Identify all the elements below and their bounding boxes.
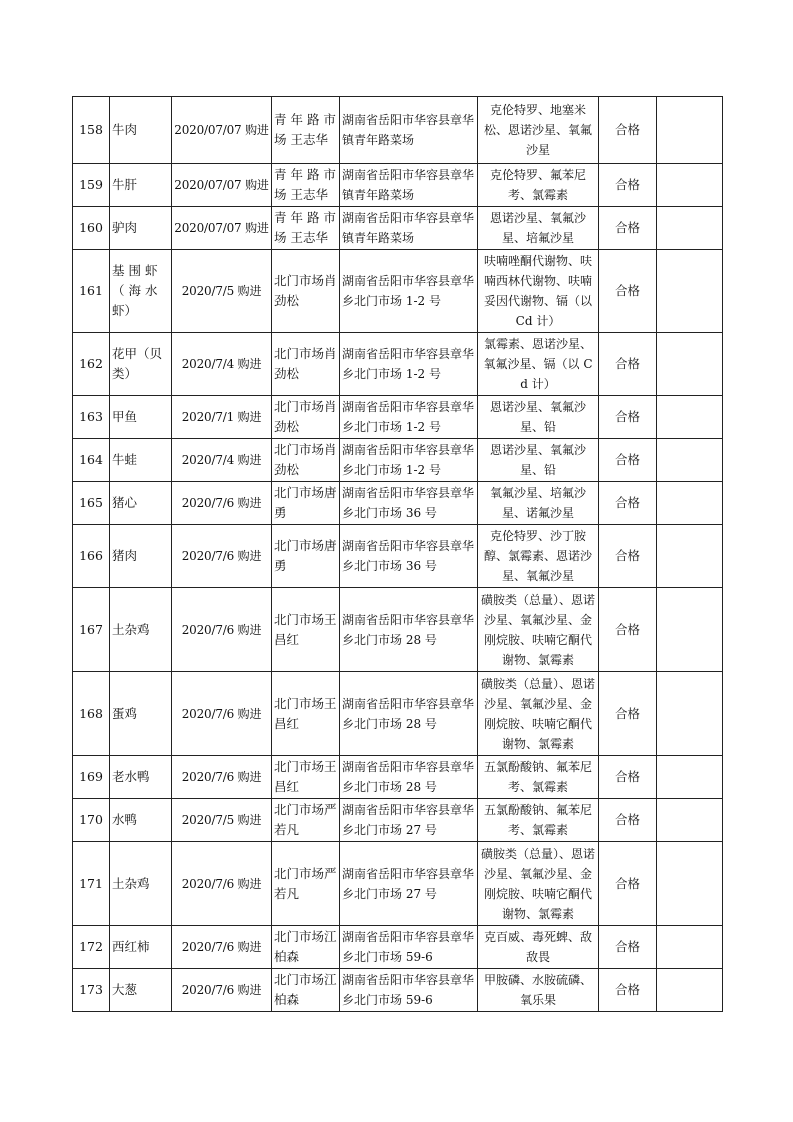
sample-name: 土杂鸡: [110, 842, 172, 926]
sample-name: 牛蛙: [110, 439, 172, 482]
test-items: 恩诺沙星、氧氟沙星、培氟沙星: [478, 207, 599, 250]
purchase-date: 2020/7/4 购进: [172, 333, 272, 396]
seller-address: 湖南省岳阳市华容县章华镇青年路菜场: [340, 207, 478, 250]
purchase-date: 2020/7/6 购进: [172, 672, 272, 756]
purchase-date: 2020/7/4 购进: [172, 439, 272, 482]
remark-cell: [657, 799, 723, 842]
sample-name: 老水鸭: [110, 756, 172, 799]
table-row: [73, 250, 723, 333]
test-items: 甲胺磷、水胺硫磷、氧乐果: [478, 969, 599, 1012]
seller-address: 湖南省岳阳市华容县章华乡北门市场 1-2 号: [340, 250, 478, 333]
table-row: [73, 926, 723, 969]
remark-cell: [657, 842, 723, 926]
seller-address: 湖南省岳阳市华容县章华乡北门市场 36 号: [340, 525, 478, 588]
purchase-date: 2020/7/6 购进: [172, 756, 272, 799]
table-row: [73, 588, 723, 672]
row-number: 166: [73, 525, 110, 588]
seller-name: 北门市场唐勇: [272, 482, 340, 525]
purchase-date: 2020/7/6 购进: [172, 482, 272, 525]
test-items: 克伦特罗、沙丁胺醇、氯霉素、恩诺沙星、氧氟沙星: [478, 525, 599, 588]
seller-name: 青 年 路 市场 王志华: [272, 164, 340, 207]
result-badge: 合格: [599, 482, 657, 525]
purchase-date: 2020/7/6 购进: [172, 842, 272, 926]
table-row: [73, 969, 723, 1012]
seller-address: 湖南省岳阳市华容县章华乡北门市场 28 号: [340, 756, 478, 799]
table-row: [73, 439, 723, 482]
remark-cell: [657, 482, 723, 525]
seller-name: 北门市场唐勇: [272, 525, 340, 588]
result-badge: 合格: [599, 926, 657, 969]
row-number: 158: [73, 97, 110, 164]
table-row: [73, 396, 723, 439]
test-items: 恩诺沙星、氧氟沙星、铅: [478, 396, 599, 439]
seller-name: 北门市场江柏森: [272, 969, 340, 1012]
purchase-date: 2020/07/07 购进: [172, 207, 272, 250]
purchase-date: 2020/7/6 购进: [172, 588, 272, 672]
purchase-date: 2020/7/6 购进: [172, 525, 272, 588]
row-number: 165: [73, 482, 110, 525]
row-number: 169: [73, 756, 110, 799]
seller-address: 湖南省岳阳市华容县章华镇青年路菜场: [340, 164, 478, 207]
seller-address: 湖南省岳阳市华容县章华乡北门市场 27 号: [340, 842, 478, 926]
row-number: 163: [73, 396, 110, 439]
row-number: 173: [73, 969, 110, 1012]
purchase-date: 2020/7/6 购进: [172, 926, 272, 969]
test-items: 克百威、毒死蜱、敌敌畏: [478, 926, 599, 969]
remark-cell: [657, 333, 723, 396]
sample-name: 土杂鸡: [110, 588, 172, 672]
test-items: 恩诺沙星、氧氟沙星、铅: [478, 439, 599, 482]
remark-cell: [657, 396, 723, 439]
sample-name: 水鸭: [110, 799, 172, 842]
seller-name: 北门市场肖劲松: [272, 396, 340, 439]
remark-cell: [657, 97, 723, 164]
result-badge: 合格: [599, 97, 657, 164]
result-badge: 合格: [599, 333, 657, 396]
seller-address: 湖南省岳阳市华容县章华乡北门市场 27 号: [340, 799, 478, 842]
remark-cell: [657, 525, 723, 588]
result-badge: 合格: [599, 207, 657, 250]
seller-name: 青 年 路 市场 王志华: [272, 97, 340, 164]
test-items: 氧氟沙星、培氟沙星、诺氟沙星: [478, 482, 599, 525]
result-badge: 合格: [599, 842, 657, 926]
row-number: 170: [73, 799, 110, 842]
row-number: 161: [73, 250, 110, 333]
purchase-date: 2020/7/5 购进: [172, 250, 272, 333]
purchase-date: 2020/07/07 购进: [172, 164, 272, 207]
row-number: 171: [73, 842, 110, 926]
sample-name: 西红柿: [110, 926, 172, 969]
seller-address: 湖南省岳阳市华容县章华乡北门市场 59-6: [340, 969, 478, 1012]
test-items: 五氯酚酸钠、氟苯尼考、氯霉素: [478, 756, 599, 799]
sample-name: 基 围 虾（ 海 水虾）: [110, 250, 172, 333]
table-row: [73, 164, 723, 207]
remark-cell: [657, 250, 723, 333]
table-row: [73, 672, 723, 756]
row-number: 159: [73, 164, 110, 207]
table-row: [73, 333, 723, 396]
test-items: 五氯酚酸钠、氟苯尼考、氯霉素: [478, 799, 599, 842]
remark-cell: [657, 207, 723, 250]
remark-cell: [657, 756, 723, 799]
sample-name: 甲鱼: [110, 396, 172, 439]
sample-name: 猪心: [110, 482, 172, 525]
test-items: 克伦特罗、氟苯尼考、氯霉素: [478, 164, 599, 207]
result-badge: 合格: [599, 439, 657, 482]
seller-address: 湖南省岳阳市华容县章华乡北门市场 28 号: [340, 588, 478, 672]
seller-address: 湖南省岳阳市华容县章华镇青年路菜场: [340, 97, 478, 164]
sample-name: 蛋鸡: [110, 672, 172, 756]
seller-address: 湖南省岳阳市华容县章华乡北门市场 36 号: [340, 482, 478, 525]
test-items: 磺胺类（总量）、恩诺沙星、氧氟沙星、金刚烷胺、呋喃它酮代谢物、氯霉素: [478, 588, 599, 672]
table-row: [73, 799, 723, 842]
inspection-results-table: [72, 96, 723, 1012]
table-body: [73, 97, 723, 1012]
remark-cell: [657, 588, 723, 672]
table-row: [73, 482, 723, 525]
result-badge: 合格: [599, 250, 657, 333]
remark-cell: [657, 439, 723, 482]
row-number: 164: [73, 439, 110, 482]
table-row: [73, 756, 723, 799]
result-badge: 合格: [599, 164, 657, 207]
test-items: 磺胺类（总量）、恩诺沙星、氧氟沙星、金刚烷胺、呋喃它酮代谢物、氯霉素: [478, 842, 599, 926]
seller-name: 青 年 路 市场 王志华: [272, 207, 340, 250]
result-badge: 合格: [599, 756, 657, 799]
result-badge: 合格: [599, 799, 657, 842]
sample-name: 大葱: [110, 969, 172, 1012]
result-badge: 合格: [599, 672, 657, 756]
test-items: 氯霉素、恩诺沙星、氧氟沙星、镉（以 Cd 计）: [478, 333, 599, 396]
seller-name: 北门市场王昌红: [272, 756, 340, 799]
seller-name: 北门市场江柏森: [272, 926, 340, 969]
seller-name: 北门市场严若凡: [272, 842, 340, 926]
remark-cell: [657, 164, 723, 207]
seller-name: 北门市场肖劲松: [272, 250, 340, 333]
seller-name: 北门市场王昌红: [272, 588, 340, 672]
purchase-date: 2020/7/5 购进: [172, 799, 272, 842]
seller-address: 湖南省岳阳市华容县章华乡北门市场 1-2 号: [340, 396, 478, 439]
table-row: [73, 525, 723, 588]
seller-address: 湖南省岳阳市华容县章华乡北门市场 1-2 号: [340, 333, 478, 396]
row-number: 168: [73, 672, 110, 756]
seller-address: 湖南省岳阳市华容县章华乡北门市场 28 号: [340, 672, 478, 756]
seller-name: 北门市场肖劲松: [272, 439, 340, 482]
seller-address: 湖南省岳阳市华容县章华乡北门市场 1-2 号: [340, 439, 478, 482]
seller-name: 北门市场严若凡: [272, 799, 340, 842]
purchase-date: 2020/07/07 购进: [172, 97, 272, 164]
table-row: [73, 842, 723, 926]
sample-name: 牛肝: [110, 164, 172, 207]
row-number: 160: [73, 207, 110, 250]
sample-name: 牛肉: [110, 97, 172, 164]
purchase-date: 2020/7/1 购进: [172, 396, 272, 439]
result-badge: 合格: [599, 969, 657, 1012]
test-items: 克伦特罗、地塞米松、恩诺沙星、氧氟沙星: [478, 97, 599, 164]
row-number: 172: [73, 926, 110, 969]
test-items: 呋喃唑酮代谢物、呋喃西林代谢物、呋喃妥因代谢物、镉（以 Cd 计）: [478, 250, 599, 333]
seller-address: 湖南省岳阳市华容县章华乡北门市场 59-6: [340, 926, 478, 969]
purchase-date: 2020/7/6 购进: [172, 969, 272, 1012]
seller-name: 北门市场肖劲松: [272, 333, 340, 396]
remark-cell: [657, 672, 723, 756]
row-number: 167: [73, 588, 110, 672]
sample-name: 驴肉: [110, 207, 172, 250]
seller-name: 北门市场王昌红: [272, 672, 340, 756]
row-number: 162: [73, 333, 110, 396]
result-badge: 合格: [599, 396, 657, 439]
test-items: 磺胺类（总量）、恩诺沙星、氧氟沙星、金刚烷胺、呋喃它酮代谢物、氯霉素: [478, 672, 599, 756]
result-badge: 合格: [599, 525, 657, 588]
remark-cell: [657, 926, 723, 969]
table-row: [73, 207, 723, 250]
remark-cell: [657, 969, 723, 1012]
table-row: [73, 97, 723, 164]
sample-name: 猪肉: [110, 525, 172, 588]
sample-name: 花甲（贝类）: [110, 333, 172, 396]
result-badge: 合格: [599, 588, 657, 672]
